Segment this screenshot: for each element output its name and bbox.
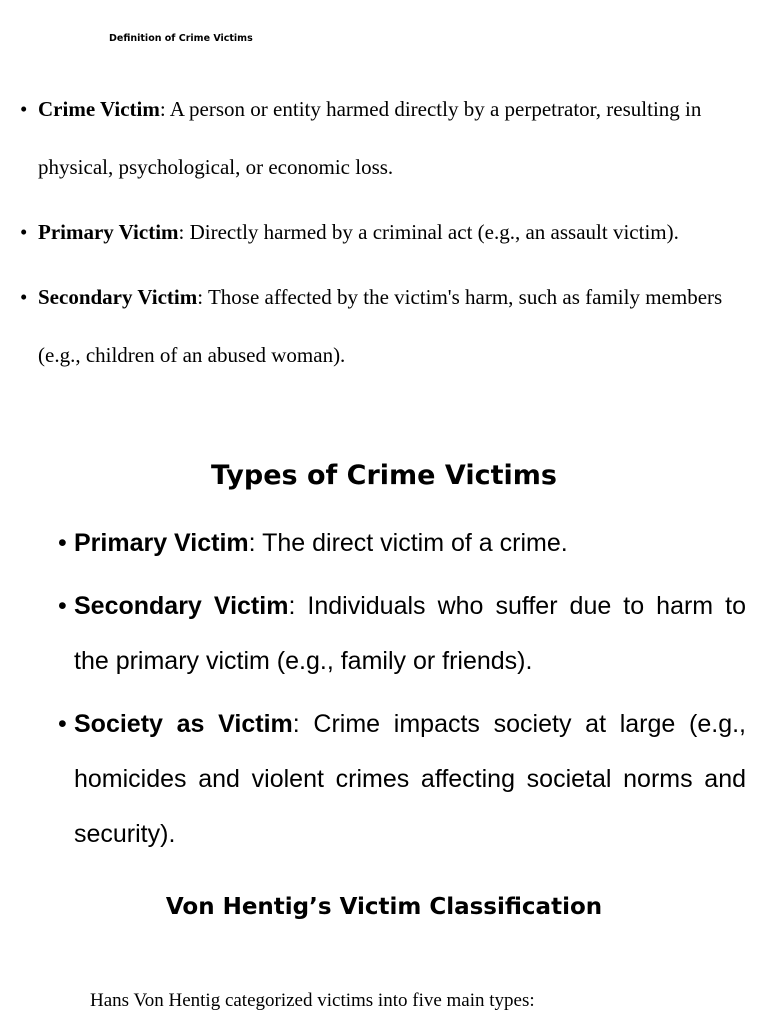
bullet-glyph: • — [58, 529, 67, 557]
type-text: : Individuals who suffer due to harm to the primary victim (e.g., family or friends). — [74, 592, 746, 675]
list-item — [20, 80, 750, 196]
bullet-glyph: • — [20, 97, 28, 121]
definitions-list — [20, 80, 750, 391]
type-text: : The direct victim of a crime. — [248, 529, 568, 557]
definition-term: Secondary Victim — [38, 285, 198, 309]
section-title-types: Types of Crime Victims — [211, 460, 557, 491]
types-list — [58, 516, 746, 870]
type-term: Primary Victim — [74, 529, 249, 557]
bullet-glyph: • — [20, 220, 28, 244]
hentig-intro: Hans Von Hentig categorized victims into five main types: — [90, 990, 535, 1011]
type-text: : Crime impacts society at large (e.g., homicides and violent crimes affecting societal norms and security). — [74, 710, 747, 848]
section-title-hentig: Von Hentig’s Victim Classification — [165, 894, 603, 920]
definition-text: : Those affected by the victim's harm, such as family members (e.g., children of an abused woman). — [38, 285, 723, 367]
definition-text: : Directly harmed by a criminal act (e.g., an assault victim). — [178, 220, 679, 244]
bullet-glyph: • — [58, 592, 67, 620]
list-item — [58, 516, 746, 571]
type-term: Secondary Victim — [74, 592, 289, 620]
list-item — [58, 697, 746, 862]
bullet-glyph: • — [20, 285, 28, 309]
definition-term: Crime Victim — [38, 97, 160, 121]
list-item — [20, 268, 750, 384]
list-item — [58, 579, 746, 689]
definition-text: : A person or entity harmed directly by a perpetrator, resulting in physical, psychological, or economic loss. — [38, 97, 702, 179]
definition-term: Primary Victim — [38, 220, 179, 244]
document-heading: Definition of Crime Victims — [109, 33, 253, 44]
type-term: Society as Victim — [74, 710, 293, 738]
list-item — [20, 203, 750, 261]
bullet-glyph: • — [58, 710, 67, 738]
